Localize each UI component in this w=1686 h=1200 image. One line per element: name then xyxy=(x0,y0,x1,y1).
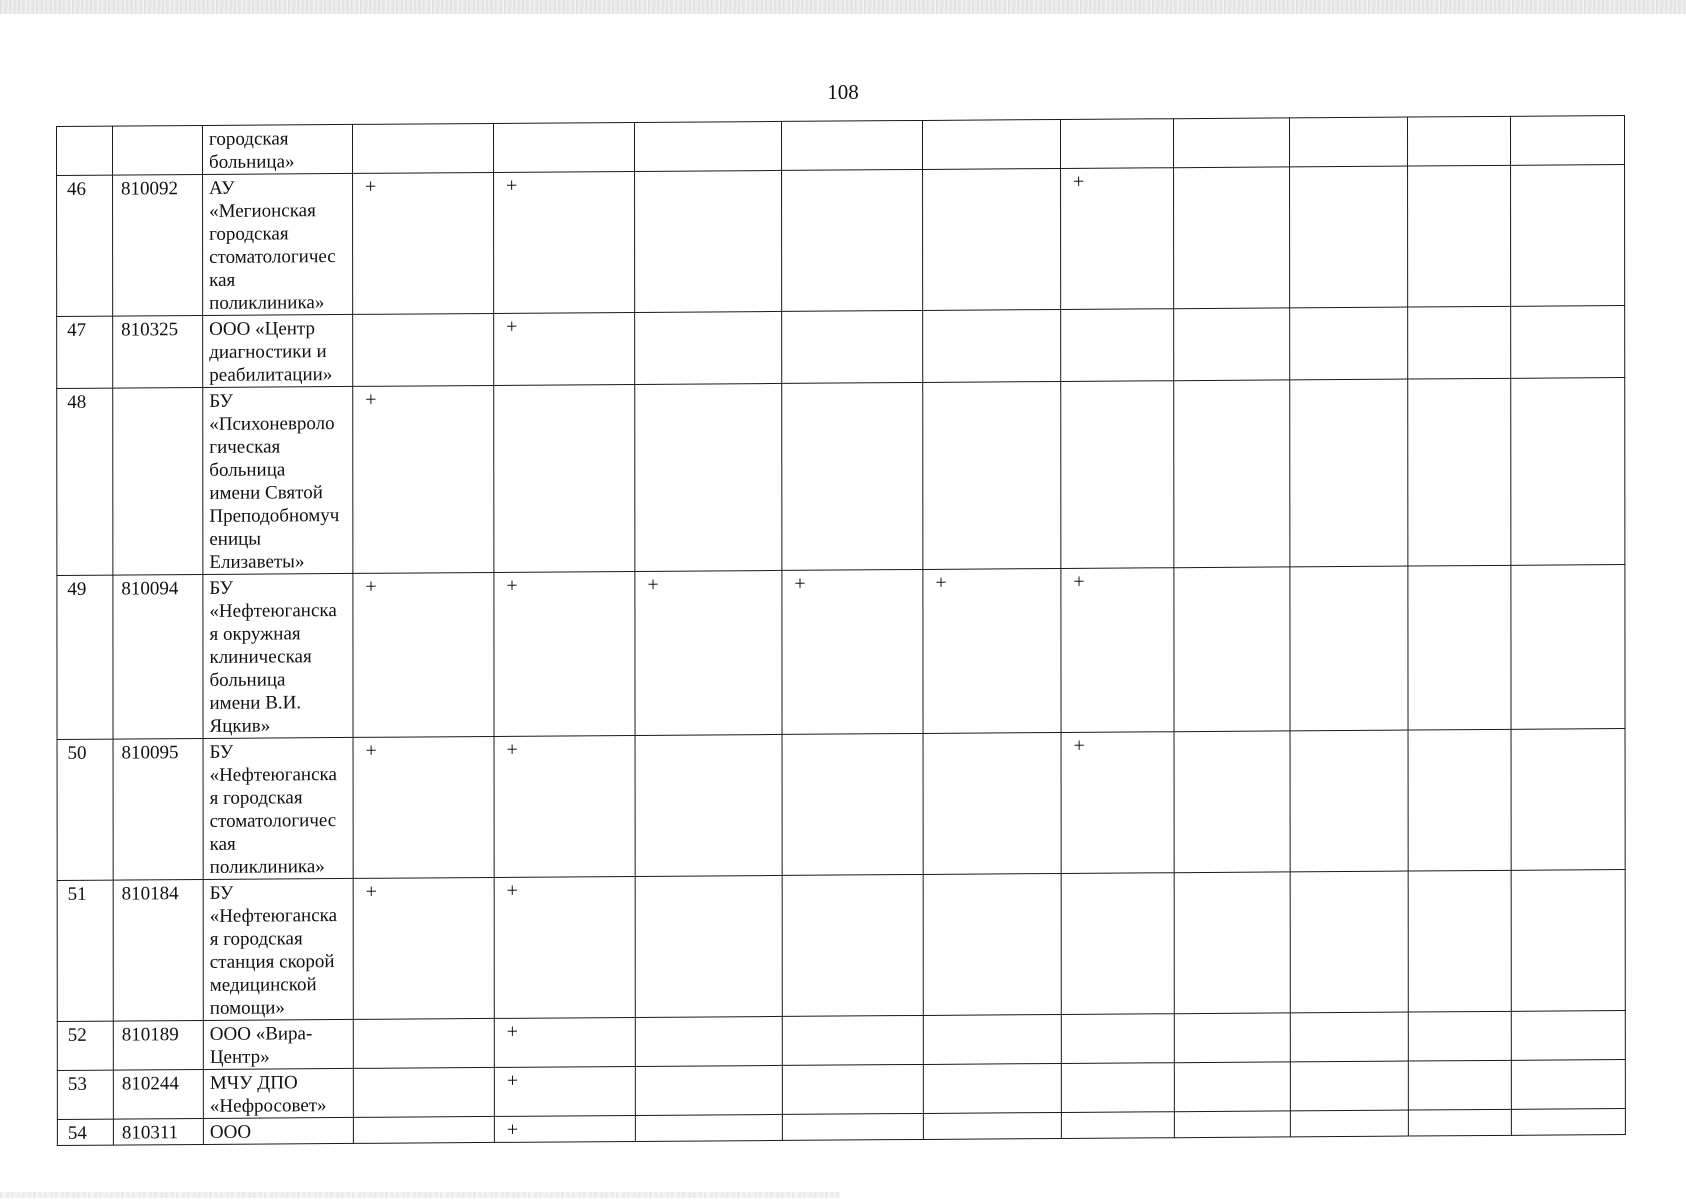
page-number: 108 xyxy=(827,80,859,104)
mark-cell-col-5: + xyxy=(923,568,1061,733)
mark-cell-col-8 xyxy=(1290,1061,1408,1111)
mark-cell-col-9 xyxy=(1408,1011,1511,1061)
mark-cell-col-8 xyxy=(1290,117,1408,167)
mark-cell-col-7 xyxy=(1174,118,1290,168)
organization-name-cell: БУ «Нефтеюганска я городская станция скорой медицинской помощи» xyxy=(203,878,353,1020)
mark-cell-col-6 xyxy=(1061,1063,1174,1113)
mark-cell-col-3: + xyxy=(635,570,782,735)
mark-cell-col-9 xyxy=(1408,870,1511,1012)
mark-cell-col-2 xyxy=(494,122,635,172)
mark-cell-col-5 xyxy=(923,309,1061,382)
mark-cell-col-10 xyxy=(1511,565,1625,730)
registry-code-cell xyxy=(113,125,203,175)
row-number-cell: 46 xyxy=(57,175,113,316)
mark-cell-col-8 xyxy=(1290,379,1408,567)
mark-cell-col-1: + xyxy=(353,572,494,737)
mark-cell-col-7 xyxy=(1174,1013,1290,1063)
mark-cell-col-10 xyxy=(1511,1011,1625,1061)
organization-name-cell: АУ «Мегионская городская стоматологичес кая поликлиника» xyxy=(203,173,353,315)
mark-cell-col-10 xyxy=(1511,1060,1625,1110)
mark-cell-col-2: + xyxy=(494,171,635,313)
mark-cell-col-8 xyxy=(1290,730,1408,872)
mark-cell-col-5 xyxy=(923,732,1061,874)
mark-cell-col-4 xyxy=(782,1113,923,1140)
mark-cell-col-2 xyxy=(494,384,635,572)
mark-cell-col-5 xyxy=(923,119,1061,169)
organization-name-cell: БУ «Нефтеюганска я городская стоматологичес кая поликлиника» xyxy=(203,737,353,879)
mark-cell-col-4 xyxy=(782,1064,923,1114)
mark-cell-col-1 xyxy=(353,1116,494,1143)
organization-name-cell: городская больница» xyxy=(203,124,353,174)
mark-cell-col-1 xyxy=(353,1018,494,1068)
mark-cell-col-3 xyxy=(635,170,782,312)
mark-cell-col-9 xyxy=(1408,1109,1511,1136)
mark-cell-col-6 xyxy=(1061,1112,1174,1139)
mark-cell-col-2: + xyxy=(494,1017,635,1067)
organization-name-cell: МЧУ ДПО «Нефросовет» xyxy=(203,1068,353,1118)
mark-cell-col-3 xyxy=(635,1065,782,1115)
mark-cell-col-5 xyxy=(923,1112,1061,1139)
registry-code-cell: 810095 xyxy=(113,738,203,880)
mark-cell-col-3 xyxy=(635,121,782,171)
mark-cell-col-9 xyxy=(1408,165,1511,307)
mark-cell-col-6 xyxy=(1061,309,1174,382)
mark-cell-col-3 xyxy=(635,1016,782,1066)
mark-cell-col-1 xyxy=(353,313,494,386)
registry-code-cell: 810311 xyxy=(113,1118,203,1145)
registry-code-cell: 810092 xyxy=(113,174,203,316)
mark-cell-col-4 xyxy=(782,120,923,170)
mark-cell-col-6 xyxy=(1061,873,1174,1015)
mark-cell-col-6: + xyxy=(1061,168,1174,310)
row-number-cell: 51 xyxy=(57,880,113,1021)
registry-code-cell: 810325 xyxy=(113,315,203,388)
row-number-cell: 49 xyxy=(57,575,113,739)
mark-cell-col-8 xyxy=(1290,871,1408,1013)
mark-cell-col-3 xyxy=(635,875,782,1017)
mark-cell-col-9 xyxy=(1408,565,1511,730)
mark-cell-col-9 xyxy=(1408,729,1511,871)
table-row xyxy=(57,729,1625,881)
table-row xyxy=(57,378,1625,576)
organization-name-cell: БУ «Нефтеюганска я окружная клиническая больница имени В.И. Яцкив» xyxy=(203,573,353,738)
row-number-cell: 53 xyxy=(57,1070,113,1119)
mark-cell-col-5 xyxy=(923,873,1061,1015)
mark-cell-col-9 xyxy=(1408,306,1511,379)
row-number-cell: 54 xyxy=(57,1119,113,1145)
mark-cell-col-8 xyxy=(1290,566,1408,731)
mark-cell-col-7 xyxy=(1174,1062,1290,1112)
row-number-cell: 52 xyxy=(57,1021,113,1070)
mark-cell-col-7 xyxy=(1174,308,1290,381)
mark-cell-col-10 xyxy=(1511,165,1625,307)
mark-cell-col-1 xyxy=(353,1067,494,1117)
row-number-cell: 47 xyxy=(57,316,113,388)
registry-code-cell: 810189 xyxy=(113,1020,203,1070)
mark-cell-col-2: + xyxy=(494,735,635,877)
mark-cell-col-10 xyxy=(1510,116,1624,166)
mark-cell-col-9 xyxy=(1408,1060,1511,1110)
mark-cell-col-4 xyxy=(782,733,923,875)
registry-code-cell: 810244 xyxy=(113,1069,203,1119)
mark-cell-col-8 xyxy=(1290,1110,1408,1137)
mark-cell-col-10 xyxy=(1511,1109,1625,1136)
mark-cell-col-6 xyxy=(1061,119,1174,169)
table-row xyxy=(57,306,1625,389)
mark-cell-col-4 xyxy=(782,382,923,570)
registry-code-cell: 810094 xyxy=(113,574,203,739)
mark-cell-col-7 xyxy=(1174,1111,1290,1138)
registry-code-cell: 810184 xyxy=(113,879,203,1021)
mark-cell-col-7 xyxy=(1174,731,1290,873)
scan-edge-bottom xyxy=(0,1192,840,1198)
mark-cell-col-9 xyxy=(1408,378,1511,566)
mark-cell-col-4 xyxy=(782,169,923,311)
mark-cell-col-8 xyxy=(1290,307,1408,380)
mark-cell-col-2: + xyxy=(494,1066,635,1116)
mark-cell-col-2: + xyxy=(494,876,635,1018)
mark-cell-col-5 xyxy=(923,1063,1061,1113)
scan-edge-top xyxy=(0,0,1686,14)
registry-code-cell xyxy=(113,387,203,575)
mark-cell-col-6 xyxy=(1061,381,1174,569)
mark-cell-col-1: + xyxy=(353,385,494,573)
mark-cell-col-5 xyxy=(923,1014,1061,1064)
mark-cell-col-3 xyxy=(635,1114,782,1141)
mark-cell-col-5 xyxy=(923,381,1061,569)
mark-cell-col-6: + xyxy=(1061,732,1174,874)
mark-cell-col-4: + xyxy=(782,569,923,734)
mark-cell-col-7 xyxy=(1174,380,1290,568)
mark-cell-col-8 xyxy=(1290,1012,1408,1062)
mark-cell-col-3 xyxy=(635,311,782,384)
mark-cell-col-1: + xyxy=(353,877,494,1019)
mark-cell-col-4 xyxy=(782,874,923,1016)
mark-cell-col-3 xyxy=(635,383,782,571)
organization-name-cell: ООО «Вира- Центр» xyxy=(203,1019,353,1069)
table-row xyxy=(57,565,1625,740)
table-row xyxy=(57,165,1625,317)
mark-cell-col-4 xyxy=(782,310,923,383)
table-body xyxy=(57,116,1626,1146)
organization-name-cell: БУ «Психоневроло гическая больница имени Святой Преподобномуч еницы Елизаветы» xyxy=(203,386,353,574)
mark-cell-col-5 xyxy=(923,168,1061,310)
mark-cell-col-1 xyxy=(353,123,494,173)
row-number-cell: 50 xyxy=(57,739,113,880)
mark-cell-col-10 xyxy=(1511,378,1625,566)
mark-cell-col-6 xyxy=(1061,1014,1174,1064)
registry-table xyxy=(56,115,1626,1146)
mark-cell-col-2: + xyxy=(494,1115,635,1142)
mark-cell-col-10 xyxy=(1511,306,1625,379)
mark-cell-col-9 xyxy=(1407,116,1510,166)
mark-cell-col-10 xyxy=(1511,729,1625,871)
mark-cell-col-8 xyxy=(1290,166,1408,308)
row-number-cell: 48 xyxy=(57,388,113,575)
mark-cell-col-10 xyxy=(1511,870,1625,1012)
mark-cell-col-7 xyxy=(1174,872,1290,1014)
mark-cell-col-1: + xyxy=(353,736,494,878)
organization-name-cell: ООО xyxy=(203,1117,353,1144)
table-row xyxy=(57,870,1625,1022)
mark-cell-col-7 xyxy=(1174,567,1290,732)
mark-cell-col-6: + xyxy=(1061,568,1174,733)
mark-cell-col-3 xyxy=(635,734,782,876)
mark-cell-col-2: + xyxy=(494,571,635,736)
organization-name-cell: ООО «Центр диагностики и реабилитации» xyxy=(203,314,353,387)
mark-cell-col-7 xyxy=(1174,167,1290,309)
mark-cell-col-2: + xyxy=(494,312,635,385)
mark-cell-col-1: + xyxy=(353,172,494,314)
mark-cell-col-4 xyxy=(782,1015,923,1065)
row-number-cell xyxy=(57,126,113,175)
